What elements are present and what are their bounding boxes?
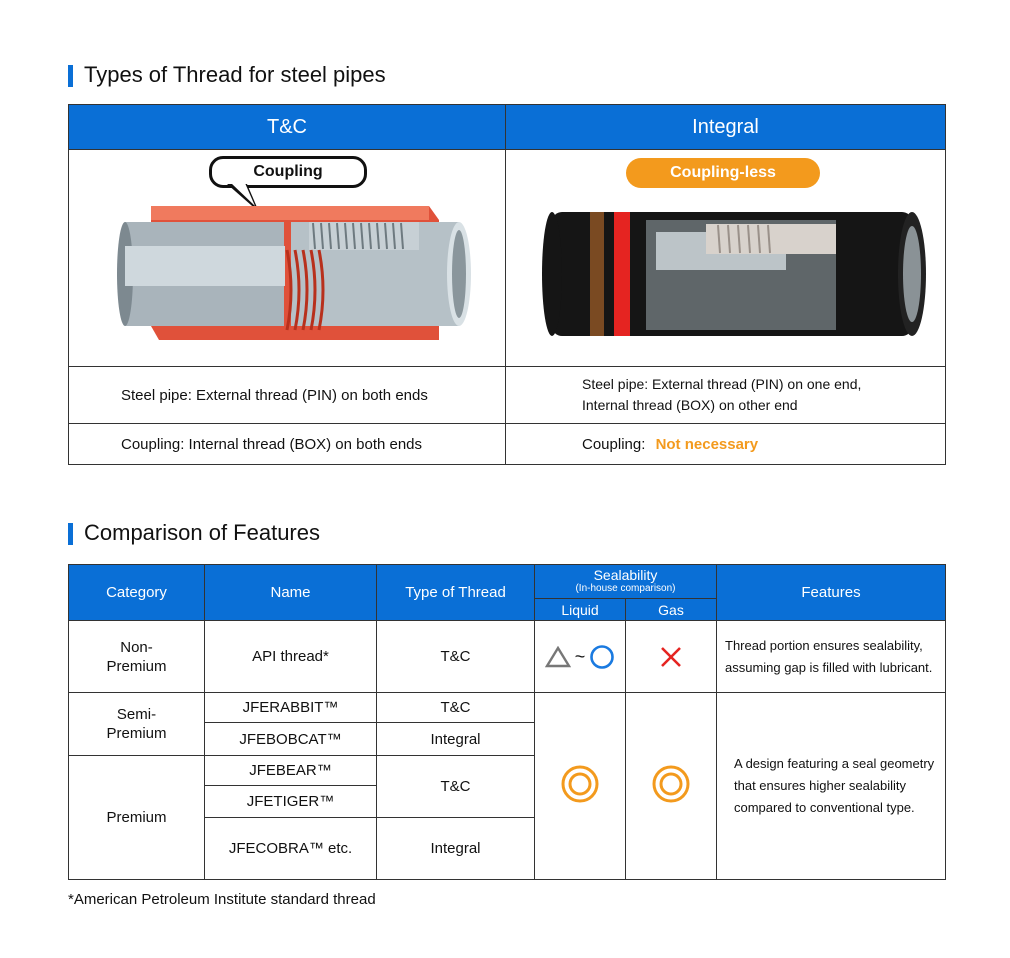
integral-coupling-label: Coupling: xyxy=(582,435,646,453)
header-sealability xyxy=(535,565,717,599)
tilde-text: ~ xyxy=(574,646,586,666)
double-circle-icon xyxy=(560,764,600,804)
name-jferabbit: JFERABBIT™ xyxy=(205,693,377,723)
sealability-note: (In-house comparison) xyxy=(575,582,676,594)
category-line: Premium xyxy=(106,725,167,742)
type-jfebear-jfetiger: T&C xyxy=(377,756,535,818)
category-semi-premium xyxy=(69,693,205,756)
premium-liquid-rating xyxy=(535,693,626,880)
triangle-icon xyxy=(545,646,571,668)
category-non-premium xyxy=(69,621,205,693)
premium-gas-rating xyxy=(626,693,717,880)
name-jfebear: JFEBEAR™ xyxy=(205,756,377,786)
feature-line: that ensures higher sealability xyxy=(734,778,906,793)
integral-pipe-illustration xyxy=(506,150,946,366)
feature-line: A design featuring a seal geometry xyxy=(734,756,935,771)
cross-icon xyxy=(659,645,683,669)
name-jfebobcat: JFEBOBCAT™ xyxy=(205,723,377,756)
double-circle-icon xyxy=(651,764,691,804)
integral-coupling-desc xyxy=(506,424,946,465)
category-line: Premium xyxy=(106,657,167,675)
api-liquid-rating xyxy=(535,621,626,693)
header-features: Features xyxy=(717,565,946,621)
integral-illustration-cell xyxy=(506,150,946,367)
section-title-thread-types: Types of Thread for steel pipes xyxy=(84,62,386,87)
header-gas: Gas xyxy=(626,599,717,621)
feature-line: Thread portion ensures sealability, xyxy=(725,637,923,653)
header-category: Category xyxy=(69,565,205,621)
type-jfebobcat: Integral xyxy=(377,723,535,756)
feature-line: compared to conventional type. xyxy=(734,800,915,815)
tc-pipe-desc: Steel pipe: External thread (PIN) on both ends xyxy=(69,367,506,424)
header-name: Name xyxy=(205,565,377,621)
category-line: Semi- xyxy=(116,706,157,723)
section-marker xyxy=(68,523,73,545)
footnote: *American Petroleum Institute standard thread xyxy=(68,891,376,908)
api-features xyxy=(717,621,946,693)
coupling-callout: Coupling xyxy=(209,156,367,188)
type-jfecobra: Integral xyxy=(377,818,535,880)
category-premium: Premium xyxy=(69,756,205,880)
feature-line: assuming gap is filled with lubricant. xyxy=(725,659,933,675)
tc-pipe-illustration xyxy=(69,150,505,366)
section-marker xyxy=(68,65,73,87)
section-title-comparison: Comparison of Features xyxy=(84,520,320,545)
integral-pipe-desc-line2: Internal thread (BOX) on other end xyxy=(582,397,798,413)
api-gas-rating xyxy=(626,621,717,693)
thread-types-table xyxy=(68,104,946,465)
name-jfecobra: JFECOBRA™ etc. xyxy=(205,818,377,880)
features-table xyxy=(68,564,946,880)
premium-features xyxy=(717,693,946,880)
coupling-less-callout: Coupling-less xyxy=(626,158,820,188)
integral-pipe-desc-line1: Steel pipe: External thread (PIN) on one end, xyxy=(582,376,862,392)
col-header-tc: T&C xyxy=(69,105,506,150)
tc-coupling-desc: Coupling: Internal thread (BOX) on both ends xyxy=(69,424,506,465)
category-line: Non- xyxy=(120,638,153,656)
integral-coupling-value: Not necessary xyxy=(655,435,759,453)
header-liquid: Liquid xyxy=(535,599,626,621)
name-api: API thread* xyxy=(205,621,377,693)
header-type: Type of Thread xyxy=(377,565,535,621)
tc-illustration-cell xyxy=(69,150,506,367)
integral-pipe-desc xyxy=(506,367,946,424)
type-jferabbit: T&C xyxy=(377,693,535,723)
name-jfetiger: JFETIGER™ xyxy=(205,786,377,818)
col-header-integral: Integral xyxy=(506,105,946,150)
sealability-label: Sealability xyxy=(593,566,658,583)
circle-icon xyxy=(589,644,615,670)
type-api: T&C xyxy=(377,621,535,693)
